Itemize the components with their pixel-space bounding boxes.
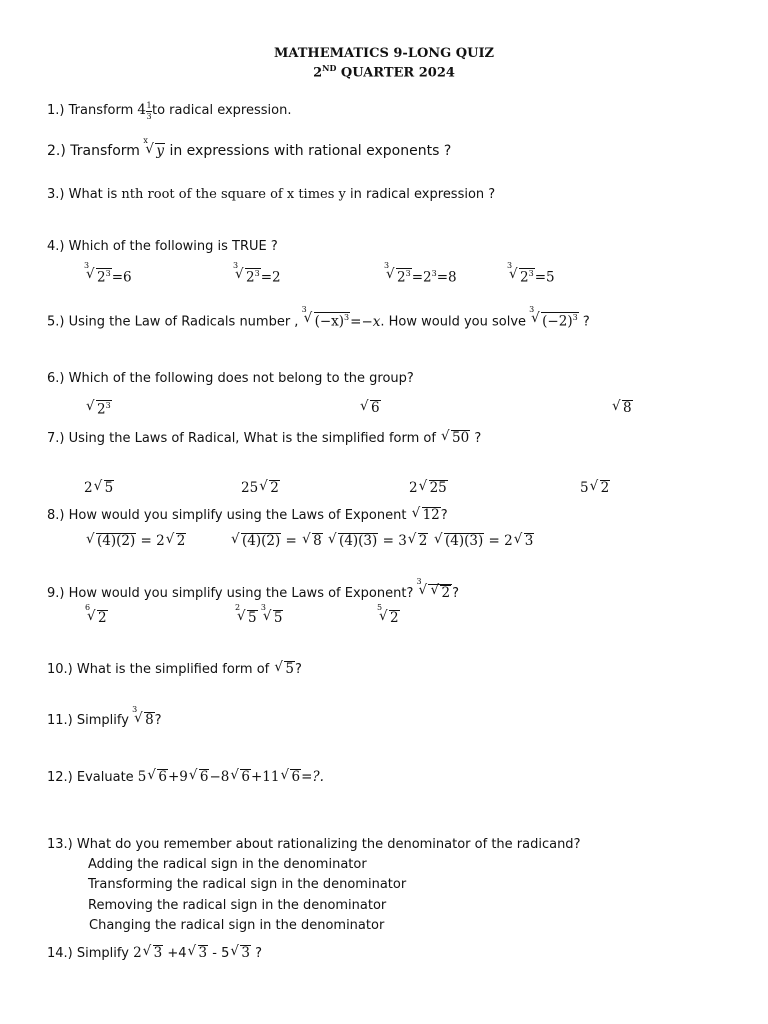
quiz-quarter: 2ND QUARTER 2024	[313, 63, 455, 81]
option-c[interactable]: 3 √ $2^3=2^3=8$	[384, 261, 457, 286]
question-5: 5.) Using the Law of Radicals number , 3 √ $(-x)^3=-x$. How would you solve 3 √ $(-2)^3$ ?	[47, 305, 590, 330]
question-6: 6.) Which of the following does not belong to the group?	[47, 371, 414, 386]
question-11: 11.) Simplify 3 √ 8?	[47, 705, 162, 728]
option-d[interactable]: Changing the radical sign in the denominator	[89, 918, 385, 933]
option-b[interactable]: √ 6	[360, 398, 380, 416]
radical-expression: x √ y	[143, 136, 164, 159]
question-3: 3.) What is nth root of the square of x times y in radical expression ?	[47, 187, 496, 202]
option-a[interactable]: Adding the radical sign in the denominator	[88, 857, 367, 872]
option-b[interactable]: 2 √ 5 3 √ 5	[235, 603, 283, 626]
option-b[interactable]: Transforming the radical sign in the denominator	[88, 877, 407, 892]
question-8: 8.) How would you simplify using the Laws of Exponent √ 12?	[47, 505, 448, 523]
option-a[interactable]: √ $2^3$	[86, 398, 111, 418]
quiz-title: MATHEMATICS 9-LONG QUIZ	[273, 46, 495, 61]
option-c[interactable]: 5 √ 2	[377, 603, 399, 626]
option-d[interactable]: 3 √ $2^3=5$	[507, 261, 555, 286]
option-b[interactable]: 25 √ 2	[241, 478, 279, 496]
question-12: 12.) Evaluate 5 √ 6+9 √ 6−8 √ 6+11 √ 6=?.	[47, 767, 324, 785]
question-9: 9.) How would you simplify using the Laws of Exponent? 3 √ √ 2 ?	[47, 577, 459, 601]
question-4: 4.) Which of the following is TRUE ?	[47, 239, 278, 254]
option-d[interactable]: 5 √ 2	[580, 478, 610, 496]
question-14: 14.) Simplify 2 √ 3 +4 √ 3 - 5 √ 3 ?	[47, 943, 263, 961]
question-1: 1.) Transform 4 $\frac{1}{3}$ to radical expression.	[47, 101, 292, 121]
option-a[interactable]: √ (4)(2) = 2 √ 2	[86, 531, 186, 549]
option-b[interactable]: 3 √ $2^3=2$	[233, 261, 281, 286]
option-a[interactable]: 6 √ 2	[85, 603, 107, 626]
option-c[interactable]: 2 √ 25	[409, 478, 447, 496]
option-a[interactable]: 3 √ $2^3=6$	[84, 261, 132, 286]
option-b[interactable]: √ (4)(2) = √ 8 √ (4)(3) = 3 √ 2	[231, 531, 428, 549]
option-a[interactable]: 2 √ 5	[84, 478, 114, 496]
option-c[interactable]: Removing the radical sign in the denominator	[88, 898, 387, 913]
option-c[interactable]: √ 8	[612, 398, 632, 416]
question-2: 2.) Transform x √ y in expressions with rational exponents ?	[47, 136, 452, 159]
question-13: 13.) What do you remember about rationalizing the denominator of the radicand?	[47, 837, 581, 852]
option-c[interactable]: √ (4)(3) = 2 √ 3	[434, 531, 534, 549]
question-10: 10.) What is the simplified form of √ 5?	[47, 659, 302, 677]
question-7: 7.) Using the Laws of Radical, What is the simplified form of √ 50 ?	[47, 428, 482, 446]
